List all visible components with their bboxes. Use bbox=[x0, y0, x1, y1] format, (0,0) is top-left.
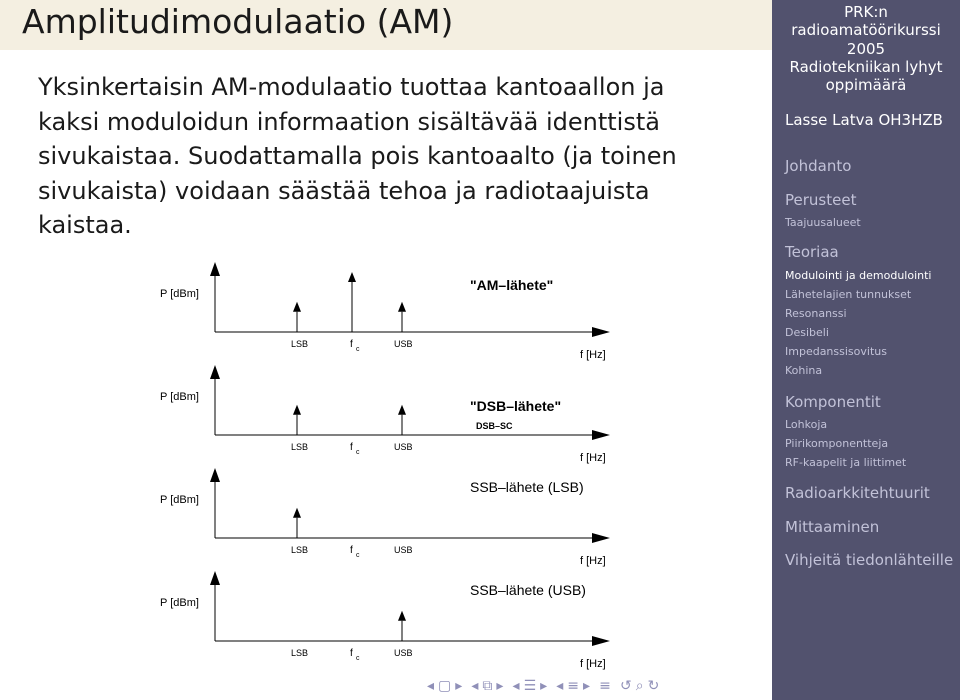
frame-icon[interactable]: ▢ bbox=[438, 678, 452, 694]
spectrum-diagram bbox=[140, 255, 630, 675]
tick-label-fc: f bbox=[350, 545, 353, 556]
spectrum-title: "AM–lähete" bbox=[470, 277, 554, 293]
beamer-navigation bbox=[425, 675, 661, 697]
y-axis-label: P [dBm] bbox=[160, 597, 199, 609]
sidebar-section-mittaaminen[interactable]: Mittaaminen bbox=[785, 518, 880, 536]
sidebar-section-radioarkkitehtuurit[interactable]: Radioarkkitehtuurit bbox=[785, 484, 930, 502]
tick-label-lsb: LSB bbox=[291, 339, 309, 349]
tick-label-fc-subscript: c bbox=[356, 449, 360, 456]
y-axis-label: P [dBm] bbox=[160, 494, 199, 506]
tick-label-lsb: LSB bbox=[291, 545, 309, 555]
sidebar-section-perusteet[interactable]: Perusteet bbox=[785, 191, 857, 209]
tick-label-fc-subscript: c bbox=[356, 552, 360, 559]
sidebar-item-rf-kaapelit[interactable]: RF-kaapelit ja liittimet bbox=[785, 456, 907, 469]
sidebar-author: Lasse Latva OH3HZB bbox=[785, 111, 943, 129]
sidebar-header-line: radioamatöörikurssi bbox=[791, 21, 941, 39]
sidebar-item-impedanssisovitus[interactable]: Impedanssisovitus bbox=[785, 345, 887, 358]
tick-label-fc-subscript: c bbox=[356, 655, 360, 662]
spectrum-subtitle: DSB–SC bbox=[476, 421, 513, 431]
sidebar-header-line: Radiotekniikan lyhyt bbox=[789, 58, 943, 76]
spectral-line-arrow bbox=[293, 405, 301, 415]
x-axis-arrow bbox=[592, 327, 610, 337]
spectral-line-arrow bbox=[293, 302, 301, 312]
nav-left-icon[interactable]: ◂ bbox=[512, 678, 520, 694]
tick-label-fc: f bbox=[350, 442, 353, 453]
x-axis-label: f [Hz] bbox=[580, 349, 606, 361]
sidebar-item-piirikomponentteja[interactable]: Piirikomponentteja bbox=[785, 437, 889, 450]
y-axis-label: P [dBm] bbox=[160, 391, 199, 403]
align-icon[interactable]: ≡ bbox=[599, 678, 611, 694]
nav-right-icon[interactable]: ▸ bbox=[540, 678, 548, 694]
x-axis-label: f [Hz] bbox=[580, 452, 606, 464]
sidebar-header-line: PRK:n bbox=[844, 3, 888, 21]
redo-icon[interactable]: ↻ bbox=[647, 678, 660, 694]
x-axis-label: f [Hz] bbox=[580, 555, 606, 567]
nav-left-icon[interactable]: ◂ bbox=[471, 678, 479, 694]
undo-icon[interactable]: ↺ bbox=[619, 678, 632, 694]
spectrum-title: SSB–lähete (USB) bbox=[470, 582, 586, 598]
x-axis-arrow bbox=[592, 636, 610, 646]
nav-left-icon[interactable]: ◂ bbox=[556, 678, 564, 694]
sidebar-header-line: oppimäärä bbox=[825, 76, 907, 94]
tick-label-fc: f bbox=[350, 339, 353, 350]
tick-label-lsb: LSB bbox=[291, 648, 309, 658]
spectral-line-arrow bbox=[398, 405, 406, 415]
sidebar-section-teoriaa[interactable]: Teoriaa bbox=[785, 243, 839, 261]
y-axis-arrow bbox=[210, 365, 220, 379]
spectral-line-arrow bbox=[348, 272, 356, 282]
tick-label-lsb: LSB bbox=[291, 442, 309, 452]
y-axis-arrow bbox=[210, 571, 220, 585]
sidebar-item-taajuusalueet[interactable]: Taajuusalueet bbox=[785, 216, 861, 229]
sidebar-section-vihjeita[interactable]: Vihjeitä tiedonlähteille bbox=[785, 551, 954, 569]
spectrum-title: "DSB–lähete" bbox=[470, 398, 562, 414]
search-icon[interactable]: ⌕ bbox=[635, 678, 644, 694]
tick-label-fc: f bbox=[350, 648, 353, 659]
spectral-line-arrow bbox=[398, 302, 406, 312]
section-icon[interactable]: ☰ bbox=[523, 678, 537, 694]
x-axis-arrow bbox=[592, 430, 610, 440]
spectral-line-arrow bbox=[293, 508, 301, 518]
body-paragraph: Yksinkertaisin AM-modulaatio tuottaa kantoaallon ja kaksi moduloidun informaation sisältävää identtistä sivukaistaa. Suodattamalla pois kantoaalto (ja toinen sivukaista) voidaan säästää tehoa ja radiotaajuista kaistaa. bbox=[38, 73, 677, 239]
subsection-icon[interactable]: ⧉ bbox=[482, 678, 493, 694]
page-title: Amplitudimodulaatio (AM) bbox=[22, 2, 454, 41]
y-axis-arrow bbox=[210, 262, 220, 276]
sidebar-header-line: 2005 bbox=[846, 40, 886, 58]
x-axis-label: f [Hz] bbox=[580, 658, 606, 670]
spectral-line-arrow bbox=[398, 611, 406, 621]
x-axis-arrow bbox=[592, 533, 610, 543]
y-axis-label: P [dBm] bbox=[160, 288, 199, 300]
sidebar-item-lohkoja[interactable]: Lohkoja bbox=[785, 418, 828, 431]
sidebar-section-johdanto[interactable]: Johdanto bbox=[785, 157, 852, 175]
sidebar-item-kohina[interactable]: Kohina bbox=[785, 364, 823, 377]
sidebar-section-komponentit[interactable]: Komponentit bbox=[785, 393, 881, 411]
nav-left-icon[interactable]: ◂ bbox=[427, 678, 435, 694]
spectrum-title: SSB–lähete (LSB) bbox=[470, 479, 584, 495]
nav-right-icon[interactable]: ▸ bbox=[496, 678, 504, 694]
sidebar-item-desibeli[interactable]: Desibeli bbox=[785, 326, 829, 339]
title-bar bbox=[0, 0, 772, 50]
nav-right-icon[interactable]: ▸ bbox=[583, 678, 591, 694]
tick-label-usb: USB bbox=[394, 545, 413, 555]
tick-label-fc-subscript: c bbox=[356, 346, 360, 353]
sidebar-item-modulointi[interactable]: Modulointi ja demodulointi bbox=[785, 269, 932, 282]
nav-right-icon[interactable]: ▸ bbox=[455, 678, 463, 694]
tick-label-usb: USB bbox=[394, 339, 413, 349]
y-axis-arrow bbox=[210, 468, 220, 482]
tick-label-usb: USB bbox=[394, 442, 413, 452]
section-list-icon[interactable]: ≡ bbox=[567, 678, 580, 694]
sidebar bbox=[772, 0, 960, 700]
sidebar-item-lahetelajien-tunnukset[interactable]: Lähetelajien tunnukset bbox=[785, 288, 912, 301]
sidebar-item-resonanssi[interactable]: Resonanssi bbox=[785, 307, 847, 320]
tick-label-usb: USB bbox=[394, 648, 413, 658]
